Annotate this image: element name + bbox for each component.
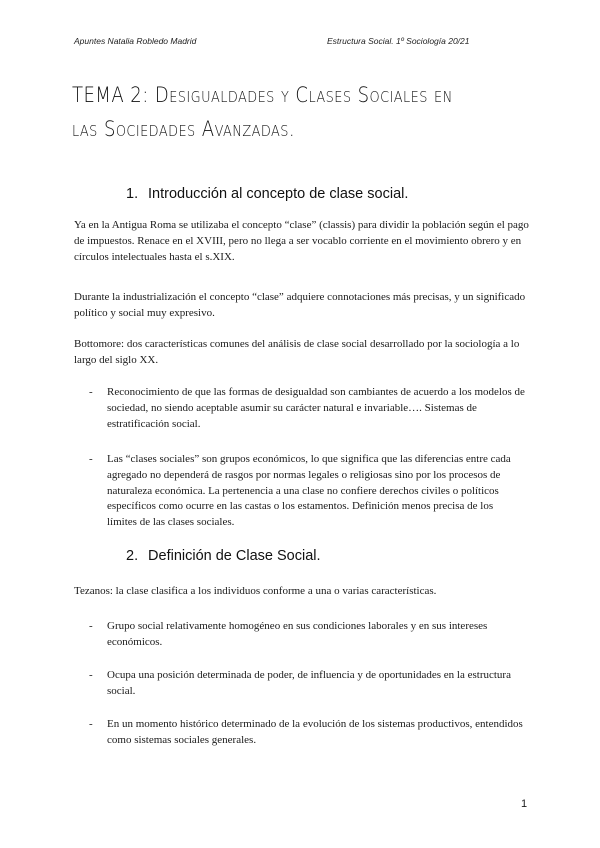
bullet-dash: -	[89, 386, 93, 398]
bullet-dash: -	[89, 620, 93, 632]
paragraph: Durante la industrialización el concepto “clase” adquiere connotaciones más precisas, y un significado político y social muy expresivo.	[74, 291, 526, 319]
list-item-text: Las “clases sociales” son grupos económicos, lo que significa que las diferencias entre cada agregado no dependerá de rasgos por normas legales o religiosas sino por los procesos de naturaleza económica. La pertenencia a una clase no confiere derechos civiles o políticos específicos como ocurre en las castas o los estamentos. Definición menos precisa de los límites de las clases sociales.	[107, 453, 511, 529]
section-2-number: 2.	[126, 548, 139, 564]
list-item-text: Grupo social relativamente homogéneo en sus condiciones laborales y en sus intereses económicos.	[107, 620, 488, 648]
section-2-heading	[126, 548, 321, 564]
list-item-text: Reconocimiento de que las formas de desigualdad son cambiantes de acuerdo a los modelos de sociedad, no siendo aceptable asumir su carácter natural e invariable…. Sistemas de estratificación social.	[107, 386, 525, 430]
section-2-title: Definición de Clase Social.	[148, 548, 321, 564]
page-number: 1	[521, 798, 528, 810]
bullet-dash: -	[89, 453, 93, 465]
header-course: Estructura Social. 1º Sociología 20/21	[327, 36, 470, 46]
page-title: TEMA 2: Desigualdades y Clases Sociales en las Sociedades Avanzadas.	[72, 83, 453, 141]
bullet-dash: -	[89, 718, 93, 730]
section-1-title: Introducción al concepto de clase social.	[148, 186, 409, 202]
section-1-heading	[126, 186, 408, 202]
paragraph: Bottomore: dos características comunes del análisis de clase social desarrollado por la sociología a lo largo del siglo XX.	[74, 338, 520, 366]
paragraph: Ya en la Antigua Roma se utilizaba el concepto “clase” (classis) para dividir la población según el pago de impuestos. Renace en el XVIII, pero no llega a ser vocablo corriente en el movimiento obrero y en círculos intelectuales hasta el s.XIX.	[74, 219, 529, 263]
list-item-text: Ocupa una posición determinada de poder, de influencia y de oportunidades en la estructura social.	[107, 669, 511, 697]
list-item-text: En un momento histórico determinado de la evolución de los sistemas productivos, entendidos como sistemas sociales generales.	[107, 718, 523, 746]
bullet-dash: -	[89, 669, 93, 681]
paragraph: Tezanos: la clase clasifica a los individuos conforme a una o varias características.	[74, 585, 437, 597]
section-1-number: 1.	[126, 186, 139, 202]
header-author: Apuntes Natalia Robledo Madrid	[74, 36, 197, 46]
